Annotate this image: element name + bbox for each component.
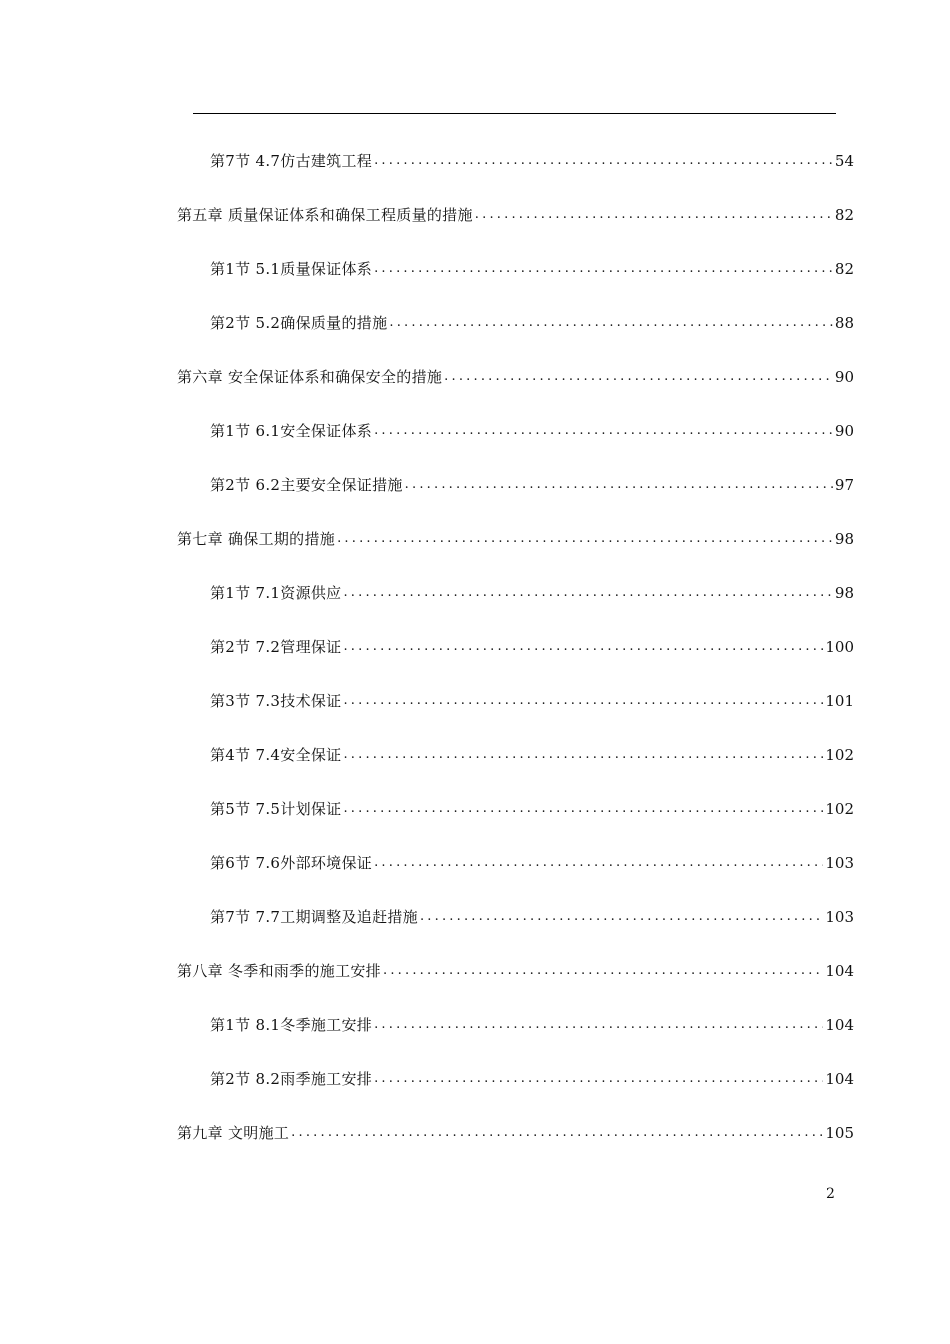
- toc-entry[interactable]: [0, 404, 950, 458]
- toc-entry-title: 第八章 冬季和雨季的施工安排: [177, 962, 381, 980]
- toc-entry-title: 第1节 5.1质量保证体系: [210, 260, 373, 278]
- header-rule: [193, 113, 836, 114]
- toc-entry[interactable]: [0, 134, 950, 188]
- toc-leader-dots: [374, 134, 833, 188]
- toc-leader-dots: [337, 512, 833, 566]
- table-of-contents: [0, 134, 950, 1160]
- toc-entry-page: 104: [825, 1070, 854, 1088]
- toc-leader-dots: [374, 242, 833, 296]
- toc-entry-page: 54: [834, 152, 854, 170]
- toc-entry-title: 第2节 7.2管理保证: [210, 638, 342, 656]
- toc-entry-title: 第2节 8.2雨季施工安排: [210, 1070, 373, 1088]
- toc-entry-page: 101: [825, 692, 854, 710]
- toc-entry[interactable]: [0, 296, 950, 350]
- toc-entry-title: 第3节 7.3技术保证: [210, 692, 342, 710]
- toc-entry-title: 第1节 6.1安全保证体系: [210, 422, 373, 440]
- toc-leader-dots: [374, 998, 823, 1052]
- toc-leader-dots: [343, 782, 823, 836]
- toc-entry[interactable]: [0, 836, 950, 890]
- toc-entry-page: 104: [825, 962, 854, 980]
- toc-entry-title: 第2节 5.2确保质量的措施: [210, 314, 388, 332]
- toc-entry-title: 第7节 7.7工期调整及追赶措施: [210, 908, 418, 926]
- toc-entry[interactable]: [0, 1106, 950, 1160]
- toc-leader-dots: [374, 404, 833, 458]
- toc-entry-title: 第1节 8.1冬季施工安排: [210, 1016, 373, 1034]
- toc-entry-title: 第2节 6.2主要安全保证措施: [210, 476, 403, 494]
- toc-entry[interactable]: [0, 782, 950, 836]
- toc-entry-page: 98: [834, 530, 854, 548]
- toc-leader-dots: [291, 1106, 823, 1160]
- toc-entry-page: 97: [834, 476, 854, 494]
- toc-leader-dots: [444, 350, 833, 404]
- toc-entry-title: 第6节 7.6外部环境保证: [210, 854, 373, 872]
- toc-entry[interactable]: [0, 1052, 950, 1106]
- toc-entry-page: 88: [834, 314, 854, 332]
- toc-entry-page: 90: [834, 368, 854, 386]
- toc-entry-page: 100: [825, 638, 854, 656]
- toc-leader-dots: [420, 890, 823, 944]
- toc-entry[interactable]: [0, 944, 950, 998]
- toc-entry[interactable]: [0, 890, 950, 944]
- toc-entry[interactable]: [0, 728, 950, 782]
- toc-entry-page: 105: [825, 1124, 854, 1142]
- toc-leader-dots: [405, 458, 833, 512]
- toc-entry-page: 82: [834, 260, 854, 278]
- toc-entry-title: 第4节 7.4安全保证: [210, 746, 342, 764]
- toc-entry[interactable]: [0, 188, 950, 242]
- toc-entry[interactable]: [0, 242, 950, 296]
- toc-entry-title: 第5节 7.5计划保证: [210, 800, 342, 818]
- toc-leader-dots: [343, 728, 823, 782]
- toc-leader-dots: [475, 188, 833, 242]
- toc-entry[interactable]: [0, 566, 950, 620]
- toc-entry-title: 第7节 4.7仿古建筑工程: [210, 152, 373, 170]
- toc-entry[interactable]: [0, 458, 950, 512]
- toc-entry[interactable]: [0, 998, 950, 1052]
- toc-entry-title: 第1节 7.1资源供应: [210, 584, 342, 602]
- toc-entry-page: 103: [825, 908, 854, 926]
- toc-entry-page: 103: [825, 854, 854, 872]
- toc-entry-title: 第六章 安全保证体系和确保安全的措施: [177, 368, 443, 386]
- toc-entry-page: 104: [825, 1016, 854, 1034]
- toc-entry-page: 90: [834, 422, 854, 440]
- toc-entry-page: 82: [834, 206, 854, 224]
- toc-entry[interactable]: [0, 512, 950, 566]
- toc-entry[interactable]: [0, 350, 950, 404]
- toc-leader-dots: [343, 620, 823, 674]
- toc-entry[interactable]: [0, 674, 950, 728]
- toc-entry-title: 第七章 确保工期的措施: [177, 530, 336, 548]
- toc-entry-page: 102: [825, 800, 854, 818]
- toc-leader-dots: [389, 296, 833, 350]
- toc-entry[interactable]: [0, 620, 950, 674]
- toc-leader-dots: [343, 566, 832, 620]
- toc-entry-page: 98: [834, 584, 854, 602]
- toc-leader-dots: [374, 1052, 823, 1106]
- toc-entry-title: 第五章 质量保证体系和确保工程质量的措施: [177, 206, 473, 224]
- page-number: 2: [826, 1186, 835, 1202]
- toc-entry-page: 102: [825, 746, 854, 764]
- toc-leader-dots: [383, 944, 823, 998]
- toc-leader-dots: [343, 674, 823, 728]
- toc-leader-dots: [374, 836, 823, 890]
- toc-entry-title: 第九章 文明施工: [177, 1124, 290, 1142]
